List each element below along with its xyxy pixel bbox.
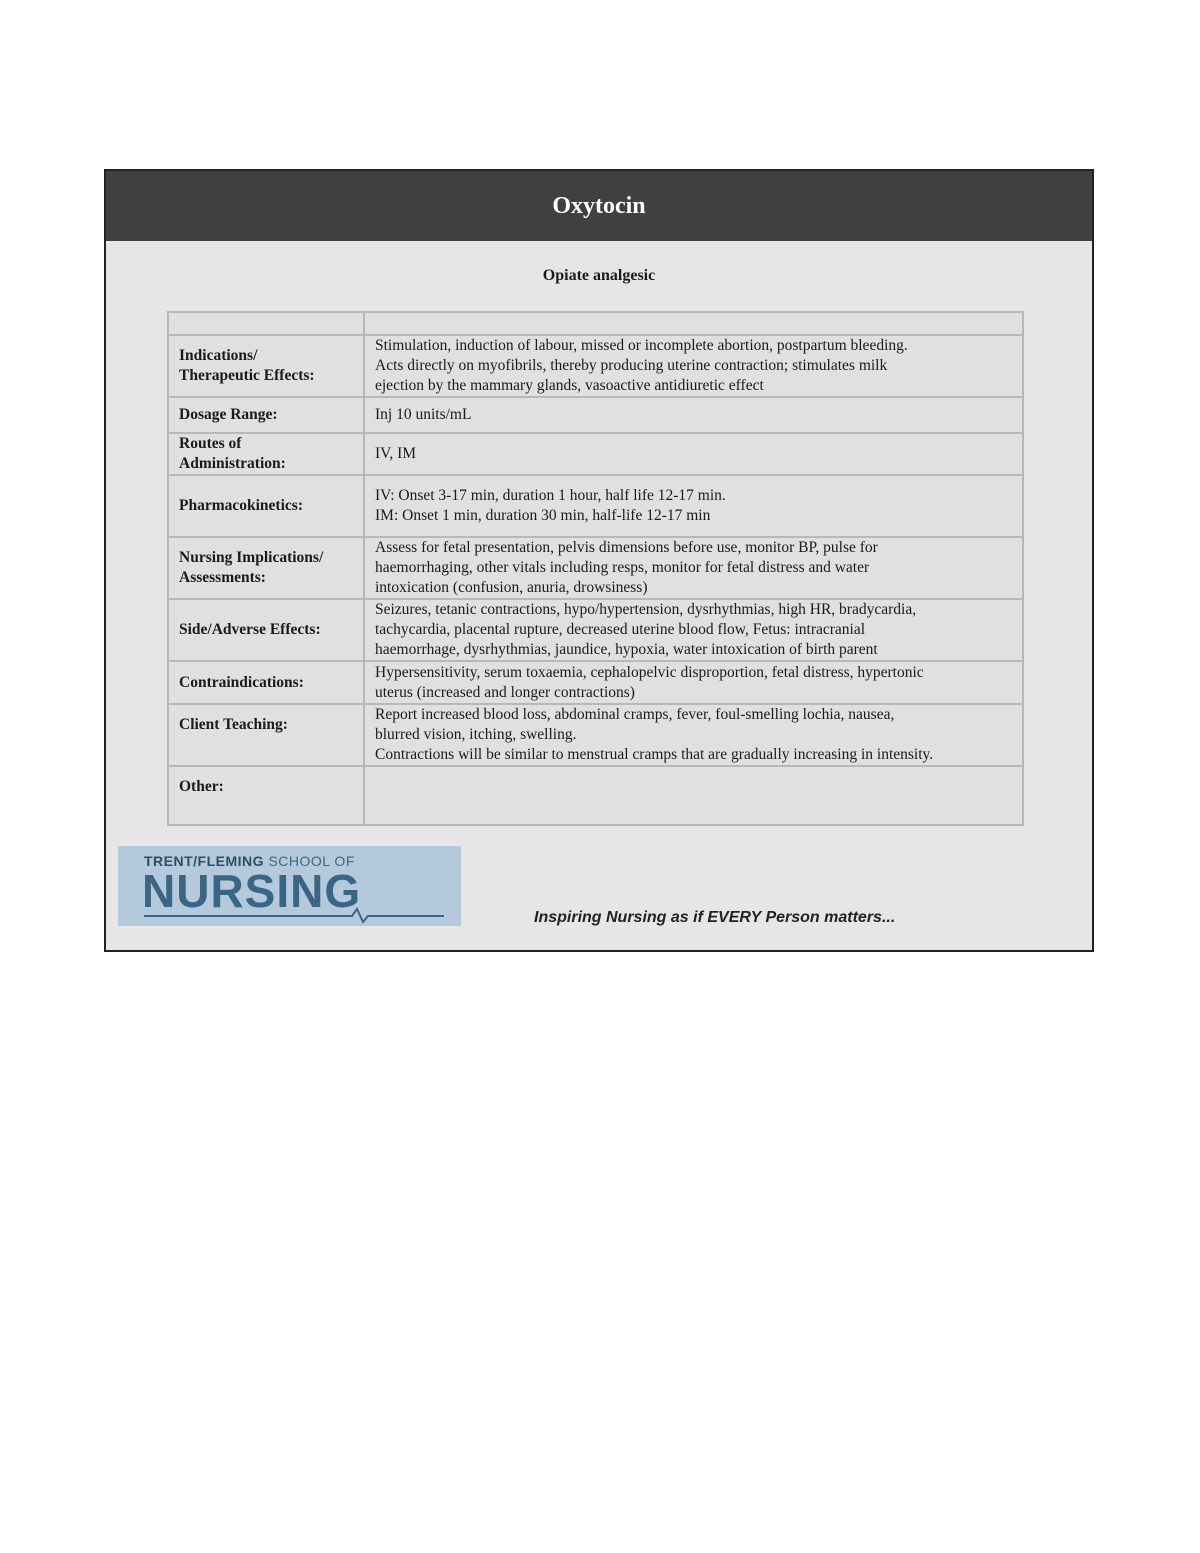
row-label: Client Teaching: [168, 704, 364, 766]
table-row [168, 312, 1023, 335]
row-value: Assess for fetal presentation, pelvis dimensions before use, monitor BP, pulse for haemorrhaging, other vitals including resps, monitor for fetal distress and water intoxication (confusion, anuria, drowsiness) [364, 537, 1023, 599]
table-row [168, 475, 1023, 537]
table-row [168, 704, 1023, 766]
tagline: Inspiring Nursing as if EVERY Person matters... [534, 909, 896, 926]
school-logo [118, 846, 461, 926]
table-row [168, 335, 1023, 397]
table-row [168, 661, 1023, 704]
row-label: Other: [168, 766, 364, 825]
row-value: Seizures, tetanic contractions, hypo/hypertension, dysrhythmias, high HR, bradycardia, tachycardia, placental rupture, decreased uterine blood flow, Fetus: intracranial haemorrhage, dysrhythmias, jaundice, hypoxia, water intoxication of birth parent [364, 599, 1023, 661]
drug-card [104, 169, 1094, 952]
table-row [168, 433, 1023, 475]
row-value [364, 766, 1023, 825]
row-label: Dosage Range: [168, 397, 364, 433]
row-label: Nursing Implications/ Assessments: [168, 537, 364, 599]
row-value: IV: Onset 3-17 min, duration 1 hour, half life 12-17 min. IM: Onset 1 min, duration 30 min, half-life 12-17 min [364, 475, 1023, 537]
table-row [168, 397, 1023, 433]
row-value: Hypersensitivity, serum toxaemia, cephalopelvic disproportion, fetal distress, hypertonic uterus (increased and longer contractions) [364, 661, 1023, 704]
drug-info-table [167, 311, 1024, 826]
row-value [364, 312, 1023, 335]
row-label: Side/Adverse Effects: [168, 599, 364, 661]
heartbeat-line-icon [144, 906, 444, 924]
row-label: Indications/ Therapeutic Effects: [168, 335, 364, 397]
drug-title-bar [106, 171, 1092, 241]
table-row [168, 766, 1023, 825]
drug-title: Oxytocin [552, 192, 646, 219]
row-value: Report increased blood loss, abdominal cramps, fever, foul-smelling lochia, nausea, blurred vision, itching, swelling. Contractions will be similar to menstrual cramps that are gradually increasing in intensity. [364, 704, 1023, 766]
table-row [168, 599, 1023, 661]
row-label [168, 312, 364, 335]
row-value: Inj 10 units/mL [364, 397, 1023, 433]
logo-school-line: TRENT/FLEMING SCHOOL OF [144, 853, 355, 869]
table-row [168, 537, 1023, 599]
row-label: Contraindications: [168, 661, 364, 704]
drug-class: Opiate analgesic [542, 267, 656, 284]
row-value: Stimulation, induction of labour, missed or incomplete abortion, postpartum bleeding. Acts directly on myofibrils, thereby producing uterine contraction; stimulates milk ejection by the mammary glands, vasoactive antidiuretic effect [364, 335, 1023, 397]
row-label: Routes of Administration: [168, 433, 364, 475]
row-value: IV, IM [364, 433, 1023, 475]
logo-nursing-wordmark: NURSING [142, 865, 362, 917]
row-label: Pharmacokinetics: [168, 475, 364, 537]
